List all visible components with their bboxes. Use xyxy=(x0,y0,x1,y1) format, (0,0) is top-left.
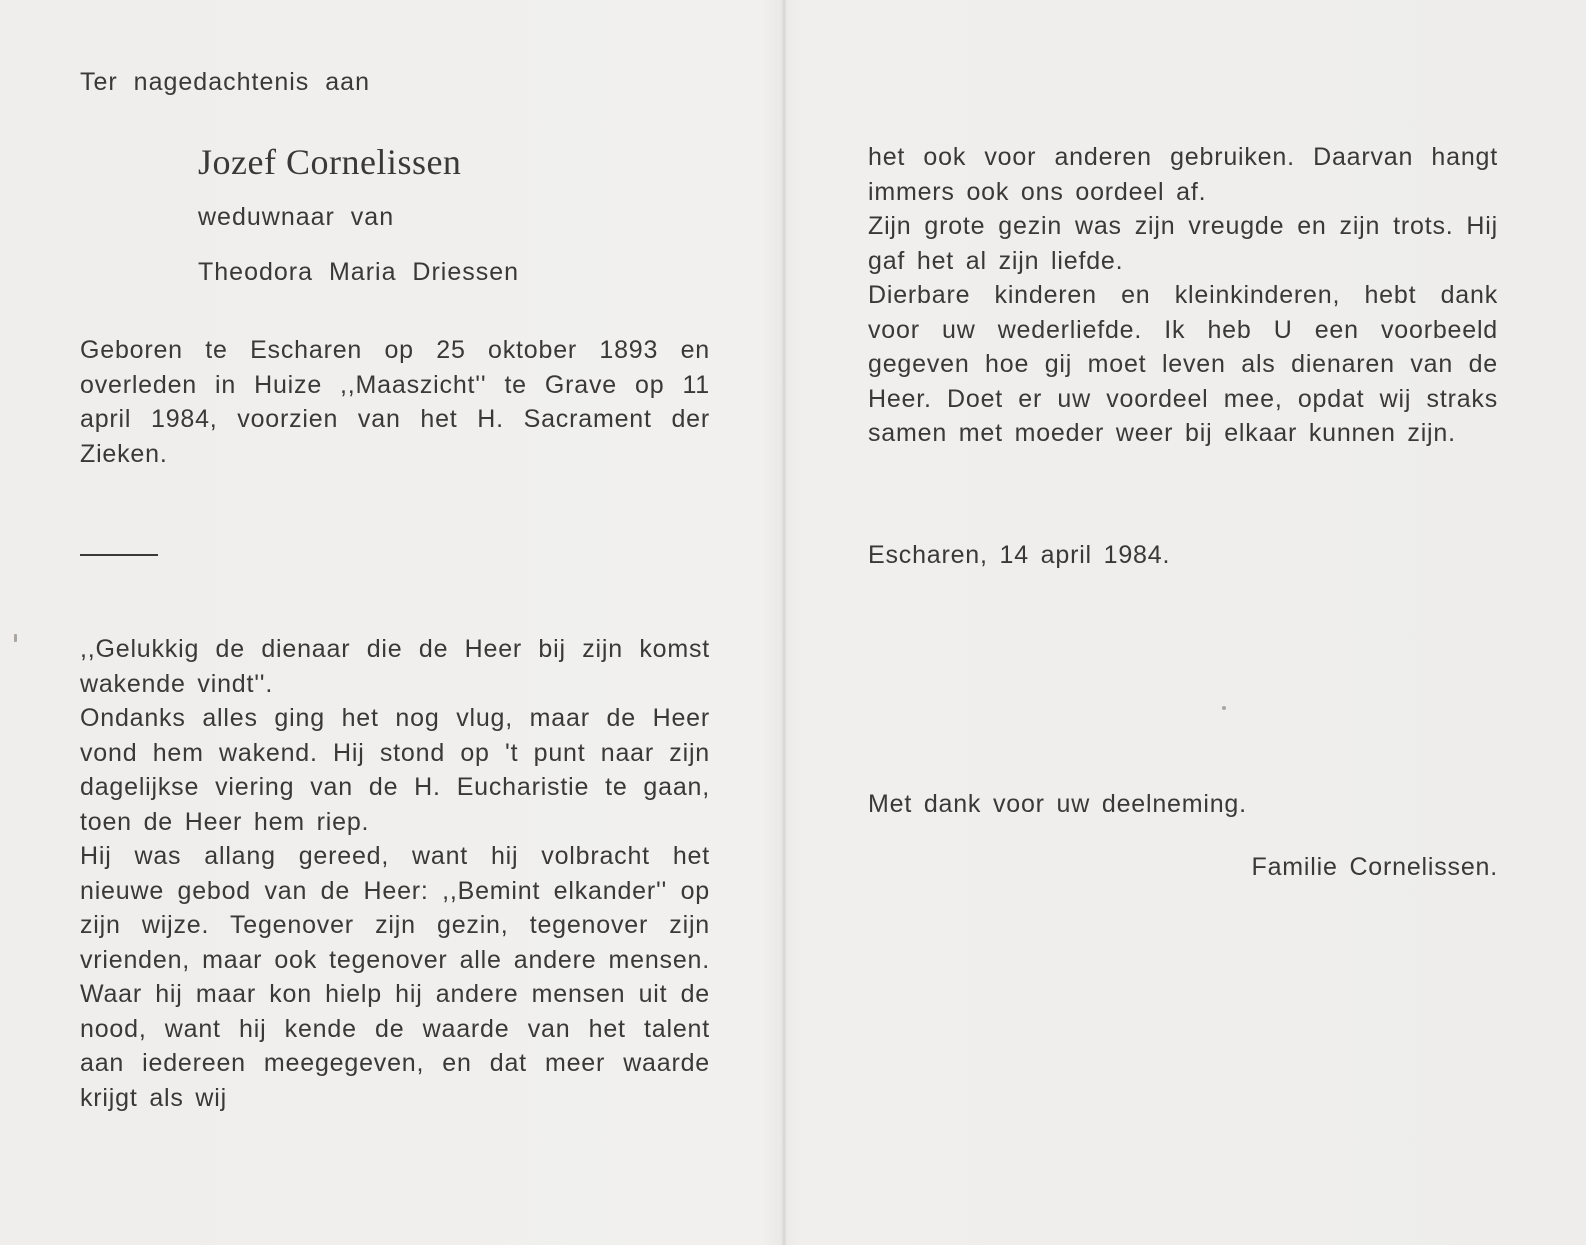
paper-speck xyxy=(1222,706,1226,710)
place-date: Escharen, 14 april 1984. xyxy=(868,540,1171,569)
separator-rule xyxy=(80,554,158,556)
continuation-paragraph: het ook voor anderen gebruiken. Daarvan hangt immers ook ons oordeel af. xyxy=(868,143,1498,206)
right-panel xyxy=(868,140,1498,882)
intro-line: Ter nagedachtenis aan xyxy=(80,68,370,96)
left-panel xyxy=(80,60,710,1115)
card-fold xyxy=(781,0,787,1245)
continuation-text xyxy=(868,140,1498,451)
spouse-name: Theodora Maria Driessen xyxy=(198,258,520,286)
birth-death-paragraph xyxy=(80,333,710,471)
deceased-name: Jozef Cornelissen xyxy=(198,142,462,182)
widower-of-line: weduwnaar van xyxy=(198,203,395,231)
continuation-paragraph: Dierbare kinderen en kleinkinderen, hebt dank voor uw wederliefde. Ik heb U een voorbeeld gegeven hoe gij moet leven als dienaren van de Heer. Doet er uw voordeel mee, opdat wij straks samen met moeder weer bij elkaar kunnen zijn. xyxy=(868,281,1498,447)
family-signature: Familie Cornelissen. xyxy=(1251,852,1498,881)
quote-paragraph: Ondanks alles ging het nog vlug, maar de Heer vond hem wakend. Hij stond op 't punt naar zijn dagelijkse viering van de H. Eucharistie te gaan, toen de Heer hem riep. xyxy=(80,704,710,836)
continuation-paragraph: Zijn grote gezin was zijn vreugde en zijn trots. Hij gaf het al zijn liefde. xyxy=(868,212,1498,275)
paper-speck xyxy=(14,634,17,642)
quote-block xyxy=(80,632,710,1115)
quote-paragraph: Hij was allang gereed, want hij volbracht het nieuwe gebod van de Heer: ,,Bemint elkander'' op zijn wijze. Tegenover zijn gezin, tegenover zijn vrienden, maar ook tegenover alle andere mensen. Waar hij maar kon hielp hij andere mensen uit de nood, want hij kende de waarde van het talent aan iedereen meegegeven, en dat meer waarde krijgt als wij xyxy=(80,842,710,1112)
birth-death-text: Geboren te Escharen op 25 oktober 1893 en overleden in Huize ,,Maaszicht'' te Grave op 11 april 1984, voorzien van het H. Sacrament der Zieken. xyxy=(80,336,710,468)
quote-paragraph: ,,Gelukkig de dienaar die de Heer bij zijn komst wakende vindt''. xyxy=(80,635,710,698)
thanks-line: Met dank voor uw deelneming. xyxy=(868,789,1247,818)
